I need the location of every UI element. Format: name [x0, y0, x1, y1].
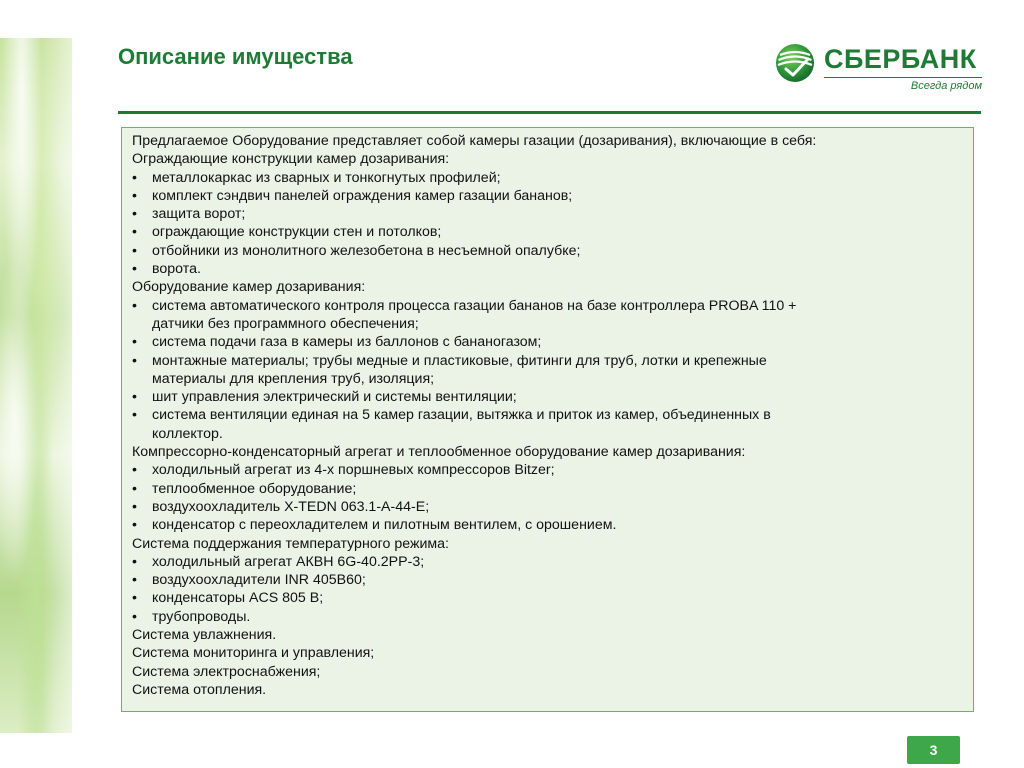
system-line: Система отопления.: [132, 681, 267, 698]
bullet-item: [132, 260, 963, 278]
bullet-text: воздухоохладители INR 405B60;: [152, 572, 366, 589]
logo-underline: [824, 77, 982, 78]
bullet-mark: •: [132, 297, 137, 314]
bullet-text: датчики без программного обеспечения;: [152, 315, 419, 332]
bullet-item: [132, 242, 963, 260]
system-line: Система мониторинга и управления;: [132, 645, 375, 662]
page-title: Описание имущества: [118, 44, 353, 69]
bullet-item: [132, 297, 963, 334]
bullet-mark: •: [132, 480, 137, 497]
bullet-item: [132, 352, 963, 389]
bullet-mark: •: [132, 407, 137, 424]
section-heading: Компрессорно-конденсаторный агрегат и теплообменное оборудование камер дозаривания:: [132, 444, 746, 461]
bullet-text: защита ворот;: [152, 206, 246, 223]
bullet-item: [132, 571, 963, 589]
bullet-item: [132, 498, 963, 516]
bullet-text: коллектор.: [152, 425, 223, 442]
bullet-item: [132, 169, 963, 187]
bullet-item: [132, 223, 963, 241]
bullet-mark: •: [132, 517, 137, 534]
section-heading: Оборудование камер дозаривания:: [132, 279, 366, 296]
bullet-mark: •: [132, 261, 137, 278]
bullet-item: [132, 553, 963, 571]
bullet-mark: •: [132, 334, 137, 351]
section-heading: Система поддержания температурного режима:: [132, 535, 449, 552]
content-panel: [121, 127, 974, 712]
bullet-item: [132, 388, 963, 406]
bullet-mark: •: [132, 389, 137, 406]
system-line: Система электроснабжения;: [132, 663, 321, 680]
logo-wordmark: СБЕРБАНК: [824, 44, 977, 74]
bullet-text: холодильный агрегат АКВН 6G-40.2PP-3;: [152, 553, 425, 570]
bullet-mark: •: [132, 608, 137, 625]
leaf-decoration: [0, 38, 72, 733]
bullet-mark: •: [132, 498, 137, 515]
bullet-mark: •: [132, 352, 137, 369]
bullet-mark: •: [132, 187, 137, 204]
bullet-item: [132, 187, 963, 205]
title-divider: [118, 111, 981, 114]
bullet-text: система автоматического контроля процесса газации бананов на базе контроллера PROBA 110 +: [152, 297, 797, 314]
bullet-item: [132, 333, 963, 351]
bullet-text: холодильный агрегат из 4-х поршневых компрессоров Bitzer;: [152, 462, 555, 479]
bullet-item: [132, 516, 963, 534]
bullet-text: конденсатор с переохладителем и пилотным вентилем, с орошением.: [152, 517, 617, 534]
bullet-text: материалы для крепления труб, изоляция;: [152, 370, 435, 387]
bullet-item: [132, 406, 963, 443]
bullet-text: металлокаркас из сварных и тонкогнутых профилей;: [152, 169, 501, 186]
bullet-text: система вентиляции единая на 5 камер газации, вытяжка и приток из камер, объединенных в: [152, 407, 771, 424]
logo-tagline: Всегда рядом: [910, 80, 982, 92]
bullet-text: трубопроводы.: [152, 608, 251, 625]
bullet-mark: •: [132, 553, 137, 570]
bullet-text: комплект сэндвич панелей ограждения камер газации бананов;: [152, 187, 573, 204]
intro-text: Предлагаемое Оборудование представляет собой камеры газации (дозаривания), включающие в себя:: [132, 133, 817, 149]
bullet-text: отбойники из монолитного железобетона в несъемной опалубке;: [152, 242, 581, 259]
bullet-item: [132, 589, 963, 607]
bullet-text: теплообменное оборудование;: [152, 480, 357, 497]
bullet-mark: •: [132, 462, 137, 479]
system-line: Система увлажнения.: [132, 627, 277, 644]
bullet-text: система подачи газа в камеры из баллонов с бананогазом;: [152, 334, 542, 351]
bullet-item: [132, 205, 963, 223]
bullet-text: ограждающие конструкции стен и потолков;: [152, 224, 442, 241]
bullet-text: конденсаторы ACS 805 B;: [152, 590, 324, 607]
page-number: 3: [907, 736, 960, 764]
sberbank-logo-icon: [774, 42, 816, 84]
bullet-text: монтажные материалы; трубы медные и пластиковые, фитинги для труб, лотки и крепежные: [152, 352, 767, 369]
bullet-item: [132, 480, 963, 498]
bullet-text: воздухоохладитель X-TEDN 063.1-A-44-E;: [152, 498, 430, 515]
bullet-mark: •: [132, 590, 137, 607]
section-heading: Ограждающие конструкции камер дозаривания:: [132, 151, 450, 168]
bullet-text: шит управления электрический и системы вентиляции;: [152, 389, 517, 406]
bullet-item: [132, 608, 963, 626]
bullet-mark: •: [132, 572, 137, 589]
bullet-item: [132, 461, 963, 479]
bullet-mark: •: [132, 242, 137, 259]
bullet-mark: •: [132, 169, 137, 186]
bullet-mark: •: [132, 206, 137, 223]
bullet-text: ворота.: [152, 261, 201, 278]
bullet-mark: •: [132, 224, 137, 241]
sberbank-logo: [774, 42, 984, 96]
